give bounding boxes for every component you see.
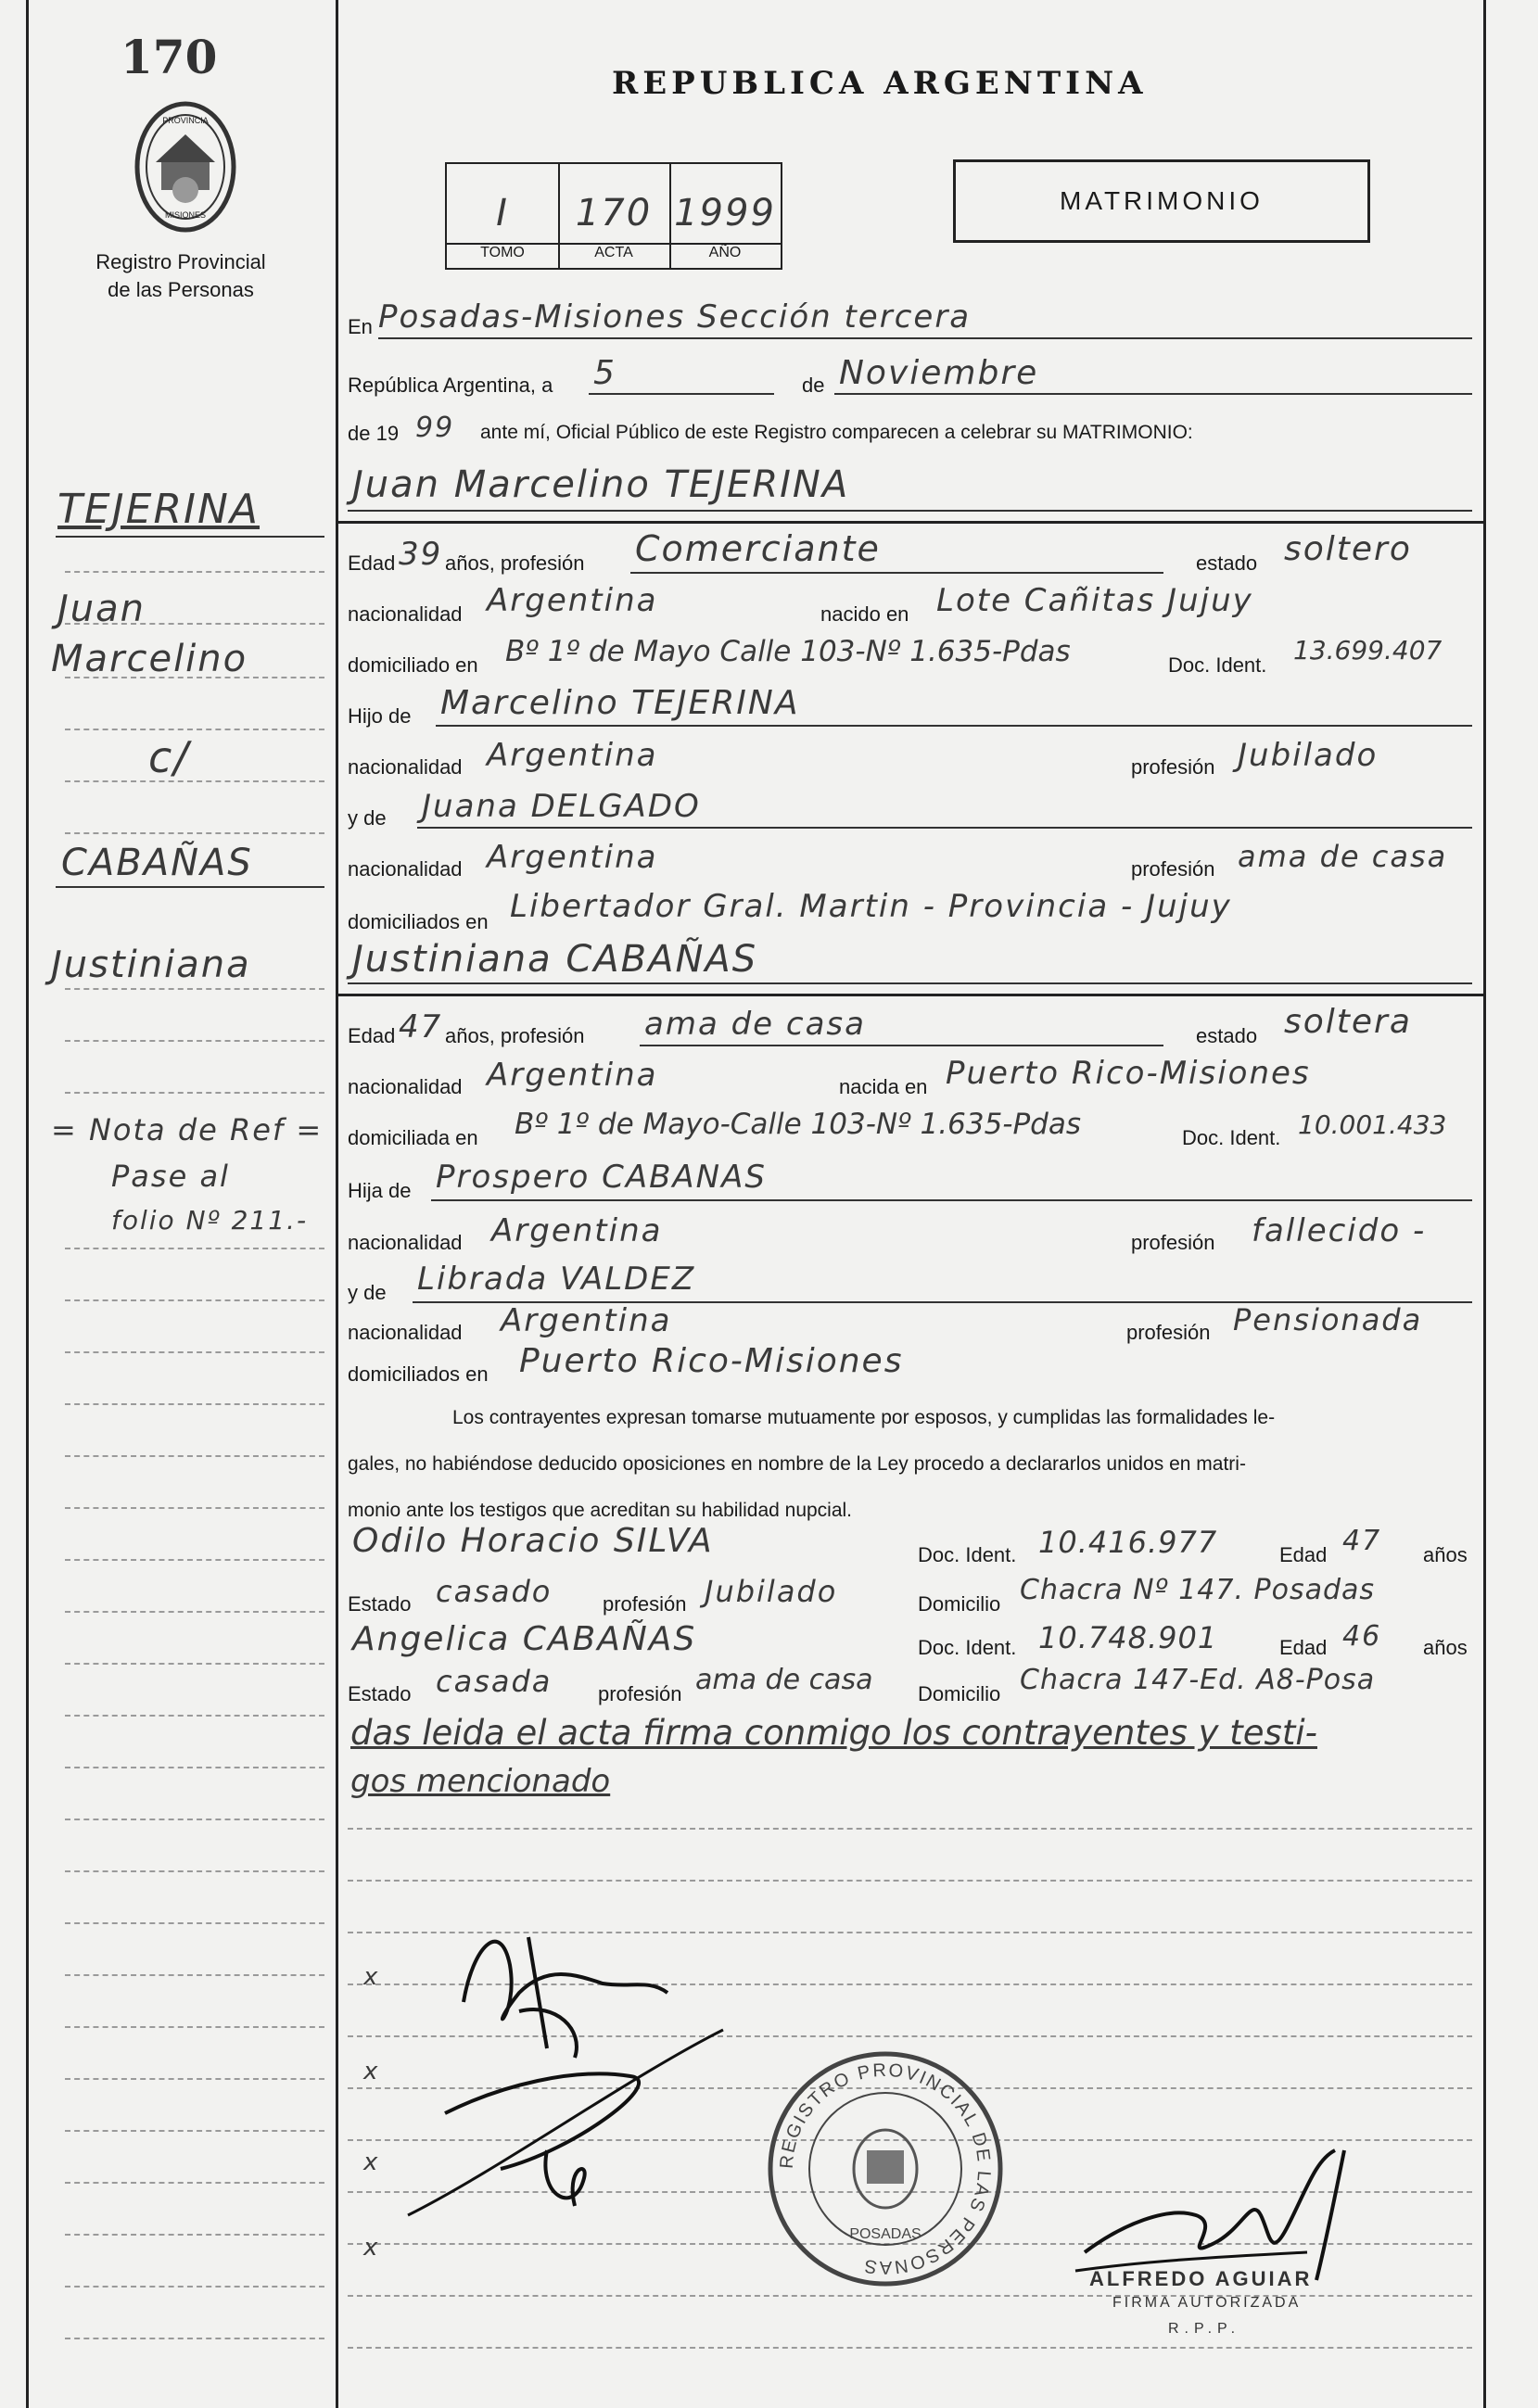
groom-age-label: Edad [348, 551, 396, 575]
groom-domicile: Bº 1º de Mayo Calle 103-Nº 1.635-Pdas [505, 635, 1071, 668]
act-type-box [953, 159, 1370, 243]
groom-section-divider [337, 521, 1483, 524]
stamp-bottom-text: POSADAS [849, 2226, 922, 2242]
bride-mother-label: y de [348, 1281, 387, 1304]
groom-mother-prof-label: profesión [1131, 857, 1215, 881]
groom-parents-dom-label: domiciliados en [348, 910, 489, 933]
groom-status: soltero [1284, 530, 1412, 568]
official-name: ALFREDO AGUIAR [1089, 2267, 1313, 2290]
bride-doc: 10.001.433 [1298, 1109, 1447, 1140]
groom-full-name: Juan Marcelino TEJERINA [352, 463, 850, 506]
bride-profession: ama de casa [644, 1006, 866, 1043]
right-frame-line [1483, 0, 1486, 2408]
acta-label: ACTA [558, 243, 669, 261]
opening-month: Noviembre [839, 354, 1039, 392]
bride-domicile-label: domiciliada en [348, 1126, 478, 1149]
witness1-doc: 10.416.977 [1038, 1525, 1218, 1560]
margin-connector: c/ [148, 732, 190, 782]
opening-de-label: de [802, 374, 825, 397]
witness2-profession: ama de casa [695, 1664, 873, 1696]
official-registry-stamp [765, 2048, 1006, 2289]
seal-bottom-text: MISIONES [164, 210, 207, 220]
witness2-age-label: Edad [1279, 1636, 1328, 1659]
groom-age: 39 [399, 536, 443, 573]
witness1-age-label: Edad [1279, 1543, 1328, 1566]
signature-mark-4: x [363, 2234, 380, 2262]
groom-profession-rule [630, 572, 1163, 574]
witness1-prof-label: profesión [603, 1592, 687, 1616]
bride-father-prof-label: profesión [1131, 1231, 1215, 1254]
tomo-value: I [496, 192, 509, 234]
groom-years-label: años, profesión [445, 551, 585, 575]
bride-profession-rule [640, 1045, 1163, 1046]
bride-mother-profession: Pensionada [1233, 1302, 1423, 1337]
witness1-years-label: años [1423, 1543, 1468, 1566]
seal-top-text: PROVINCIA [162, 116, 209, 125]
registry-name [28, 248, 334, 304]
margin-spouse-surname-rule [56, 886, 324, 888]
groom-domicile-label: domiciliado en [348, 653, 478, 677]
stamp-ring-text: REGISTRO PROVINCIAL DE LAS PERSONAS [776, 2059, 995, 2278]
registry-name-line2: de las Personas [108, 278, 254, 301]
witness2-prof-label: profesión [598, 1682, 682, 1705]
bride-domicile: Bº 1º de Mayo-Calle 103-Nº 1.635-Pdas [515, 1108, 1082, 1141]
bride-nationality: Argentina [487, 1057, 658, 1094]
bride-parents-dom-label: domiciliados en [348, 1362, 489, 1386]
groom-profession: Comerciante [635, 528, 881, 569]
bride-mother: Librada VALDEZ [417, 1261, 696, 1298]
groom-father-prof-label: profesión [1131, 755, 1215, 779]
witness2-status-label: Estado [348, 1682, 412, 1705]
signature-mark-1: x [363, 1963, 380, 1991]
folio-number: 170 [121, 30, 218, 84]
margin-note-line2: Pase al [111, 1159, 230, 1194]
bride-birthplace: Puerto Rico-Misiones [946, 1055, 1311, 1092]
groom-father-nationality: Argentina [487, 737, 658, 774]
official-title: FIRMA AUTORIZADA [1112, 2295, 1302, 2311]
groom-father: Marcelino TEJERINA [440, 684, 800, 722]
witness2-age: 46 [1342, 1620, 1382, 1653]
witness2-name: Angelica CABAÑAS [352, 1620, 697, 1658]
bride-age-label: Edad [348, 1024, 396, 1047]
bride-father-label: Hija de [348, 1179, 412, 1202]
groom-mother-nat-label: nacionalidad [348, 857, 463, 881]
declaration-line3: monio ante los testigos que acreditan su habilidad nupcial. [348, 1500, 853, 1521]
anio-cell [669, 164, 781, 268]
left-frame-line [26, 0, 29, 2408]
witness1-dom-label: Domicilio [918, 1592, 1001, 1616]
acta-value: 170 [575, 192, 653, 234]
anio-value: 1999 [674, 192, 776, 234]
witness1-doc-label: Doc. Ident. [918, 1543, 1017, 1566]
groom-mother-label: y de [348, 806, 387, 830]
groom-parents-domicile: Libertador Gral. Martin - Provincia - Jujuy [510, 888, 1232, 925]
bride-section-divider [337, 994, 1483, 996]
signature-mark-3: x [363, 2148, 380, 2176]
acta-cell [558, 164, 671, 268]
bride-father: Prospero CABANAS [436, 1159, 767, 1196]
tomo-label: TOMO [447, 243, 558, 261]
margin-spouse-surname: CABAÑAS [61, 842, 253, 884]
witness2-years-label: años [1423, 1636, 1468, 1659]
witness2-status: casada [436, 1664, 553, 1699]
groom-birthplace: Lote Cañitas Jujuy [936, 582, 1253, 619]
act-reference-table [445, 162, 782, 270]
groom-nationality-label: nacionalidad [348, 602, 463, 626]
margin-first-name-2: Marcelino [51, 638, 248, 680]
bride-age: 47 [399, 1008, 443, 1046]
country-title: REPUBLICA ARGENTINA [612, 65, 1148, 102]
groom-mother-nationality: Argentina [487, 839, 658, 876]
opening-statement: ante mí, Oficial Público de este Registro comparecen a celebrar su MATRIMONIO: [480, 422, 1193, 443]
margin-note-line3: folio Nº 211.- [111, 1205, 309, 1236]
groom-status-label: estado [1196, 551, 1258, 575]
opening-month-rule [834, 393, 1472, 395]
groom-father-nat-label: nacionalidad [348, 755, 463, 779]
anio-label: AÑO [669, 243, 781, 261]
act-type-label: MATRIMONIO [1060, 186, 1264, 215]
bride-mother-prof-label: profesión [1126, 1321, 1211, 1344]
closing-line2: gos mencionado [350, 1763, 611, 1800]
witness2-doc: 10.748.901 [1038, 1620, 1218, 1655]
witness2-domicile: Chacra 147-Ed. A8-Posa [1020, 1664, 1376, 1696]
declaration-line2: gales, no habiéndose deducido oposiciones en nombre de la Ley procedo a declararlos unidos en matri- [348, 1453, 1246, 1475]
witness1-domicile: Chacra Nº 147. Posadas [1020, 1574, 1376, 1606]
closing-line1: das leida el acta firma conmigo los contrayentes y testi- [350, 1713, 1317, 1753]
margin-first-name-1: Juan [57, 588, 146, 630]
groom-doc: 13.699.407 [1293, 635, 1443, 665]
provincial-seal-emblem [130, 97, 241, 236]
margin-surname-rule [56, 536, 324, 538]
registry-name-line1: Registro Provincial [95, 250, 266, 273]
center-divider-line [336, 0, 338, 2408]
bride-mother-nat-label: nacionalidad [348, 1321, 463, 1344]
bride-father-profession: fallecido - [1252, 1212, 1427, 1249]
bride-mother-nationality: Argentina [501, 1302, 672, 1339]
witness1-age: 47 [1342, 1525, 1382, 1557]
bride-years-label: años, profesión [445, 1024, 585, 1047]
bride-father-rule [431, 1199, 1472, 1201]
opening-place-rule [378, 337, 1472, 339]
margin-spouse-first-name: Justiniana [51, 944, 251, 986]
witness2-dom-label: Domicilio [918, 1682, 1001, 1705]
groom-father-label: Hijo de [348, 704, 412, 728]
bride-born-label: nacida en [839, 1075, 928, 1098]
bride-doc-label: Doc. Ident. [1182, 1126, 1281, 1149]
groom-doc-label: Doc. Ident. [1168, 653, 1267, 677]
witness2-doc-label: Doc. Ident. [918, 1636, 1017, 1659]
bride-father-nationality: Argentina [491, 1212, 663, 1249]
groom-name-rule [348, 510, 1472, 512]
opening-en-label: En [348, 315, 373, 338]
opening-day-rule [589, 393, 774, 395]
groom-father-profession: Jubilado [1238, 737, 1379, 774]
margin-note-line1: = Nota de Ref = [51, 1112, 324, 1147]
opening-year-prefix: de 19 [348, 422, 400, 445]
bride-father-nat-label: nacionalidad [348, 1231, 463, 1254]
bride-nationality-label: nacionalidad [348, 1075, 463, 1098]
witness1-name: Odilo Horacio SILVA [352, 1522, 714, 1560]
bride-status: soltera [1284, 1003, 1412, 1041]
groom-mother-profession: ama de casa [1238, 839, 1448, 874]
groom-mother-rule [417, 827, 1472, 829]
opening-day: 5 [593, 354, 616, 392]
groom-born-label: nacido en [820, 602, 909, 626]
witness1-profession: Jubilado [705, 1574, 838, 1609]
official-org: R.P.P. [1168, 2321, 1241, 2337]
bride-name-rule [348, 982, 1472, 984]
signature-mark-2: x [363, 2058, 380, 2085]
bride-full-name: Justiniana CABAÑAS [352, 938, 758, 981]
witness1-status: casado [436, 1574, 553, 1609]
opening-place: Posadas-Misiones Sección tercera [378, 298, 972, 336]
handwritten-signatures [389, 1891, 816, 2243]
witness1-status-label: Estado [348, 1592, 412, 1616]
bride-parents-domicile: Puerto Rico-Misiones [519, 1342, 904, 1380]
bride-status-label: estado [1196, 1024, 1258, 1047]
margin-surname: TEJERINA [57, 486, 261, 533]
declaration-line1: Los contrayentes expresan tomarse mutuamente por esposos, y cumplidas las formalidades le- [452, 1407, 1276, 1428]
groom-mother: Juana DELGADO [422, 788, 701, 825]
groom-father-rule [436, 725, 1472, 727]
groom-nationality: Argentina [487, 582, 658, 619]
opening-republic-label: República Argentina, a [348, 374, 553, 397]
tomo-cell [447, 164, 560, 268]
opening-year-suffix: 99 [415, 412, 455, 444]
